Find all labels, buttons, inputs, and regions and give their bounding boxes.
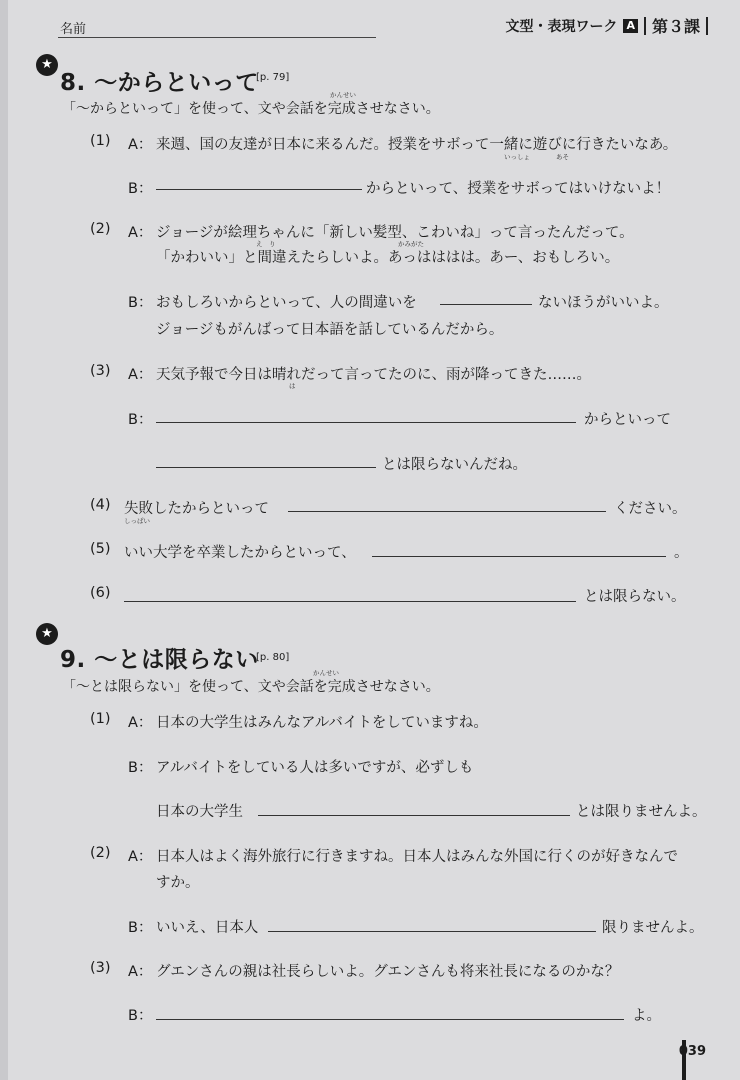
q2-a-line1: ジョージが絵理ちゃんに「新しい髪型、こわいね」って言ったんだって。 xyxy=(156,225,634,241)
name-label: 名前 xyxy=(60,22,87,37)
answer-blank[interactable] xyxy=(156,1019,624,1020)
header-divider xyxy=(706,17,708,35)
star-icon: ★ xyxy=(36,54,58,76)
section8-title: ～からといって xyxy=(94,70,259,96)
ruby-kamigata: かみがた xyxy=(398,240,424,248)
ruby-hare: は xyxy=(289,382,296,390)
q-number: (3) xyxy=(90,960,111,976)
page-edge-shadow xyxy=(0,0,8,1080)
q3-a-line: 天気予報で今日は晴れだって言ってたのに、雨が降ってきた……。 xyxy=(156,367,591,383)
name-write-line[interactable] xyxy=(58,37,376,38)
s9q2-b-text1: いいえ、日本人 xyxy=(156,920,259,936)
ruby-shippai: しっぱい xyxy=(124,517,150,525)
speaker-b: B： xyxy=(128,1008,153,1024)
q-number: (2) xyxy=(90,845,111,861)
answer-blank[interactable] xyxy=(156,467,376,468)
q1-a-line: 来週、国の友達が日本に来るんだ。授業をサボって一緒に遊びに行きたいなあ。 xyxy=(156,137,678,153)
speaker-a: A： xyxy=(128,225,153,241)
speaker-a: A： xyxy=(128,715,153,731)
answer-blank[interactable] xyxy=(156,422,576,423)
answer-blank[interactable] xyxy=(440,304,532,305)
answer-blank[interactable] xyxy=(124,601,576,602)
q-number: (5) xyxy=(90,541,111,557)
lesson-title: 第３課 xyxy=(651,17,700,36)
speaker-b: B： xyxy=(128,295,153,311)
answer-blank[interactable] xyxy=(372,556,666,557)
section9-title: ～とは限らない xyxy=(94,647,259,673)
q-number: (6) xyxy=(90,585,111,601)
series-title: 文型・表現ワーク xyxy=(505,18,618,35)
q1-b-text: からといって、授業をサボってはいけないよ！ xyxy=(366,181,671,197)
s9q3-b-text: よ。 xyxy=(632,1008,661,1024)
q2-b-line1: おもしろいからといって、人の間違いを xyxy=(156,295,417,311)
speaker-b: B： xyxy=(128,181,153,197)
speaker-b: B： xyxy=(128,920,153,936)
q-number: (1) xyxy=(90,711,111,727)
speaker-a: A： xyxy=(128,137,153,153)
section9-page-ref: [p. 80] xyxy=(256,652,290,663)
section8-page-ref: [p. 79] xyxy=(256,72,290,83)
q2-a-line2: 「かわいい」と間違えたらしいよ。あっはははは。あー、おもしろい。 xyxy=(156,250,620,266)
section8-number: 8. xyxy=(60,70,86,96)
speaker-b: B： xyxy=(128,412,153,428)
q3-b-text2: とは限らないんだね。 xyxy=(382,457,527,473)
s9q3-a-line: グエンさんの親は社長らしいよ。グエンさんも将来社長になるのかな？ xyxy=(156,964,620,980)
q-number: (4) xyxy=(90,497,111,513)
ruby-kansei: かんせい xyxy=(330,91,356,99)
level-badge: A xyxy=(623,19,638,33)
q-number: (2) xyxy=(90,221,111,237)
page-number: 039 xyxy=(678,1044,706,1059)
s9q2-a-line1: 日本人はよく海外旅行に行きますね。日本人はみんな外国に行くのが好きなんで xyxy=(156,849,678,865)
header-lesson-info xyxy=(505,14,708,37)
q6-text2: とは限らない。 xyxy=(584,589,686,605)
q4-text1: 失敗したからといって xyxy=(124,501,269,517)
answer-blank[interactable] xyxy=(258,815,570,816)
section8-instruction: 「～からといって」を使って、文や会話を完成させなさい。 xyxy=(62,101,440,117)
q5-text2: 。 xyxy=(674,545,689,561)
q2-b-line1b: ないほうがいいよ。 xyxy=(538,295,669,311)
q-number: (3) xyxy=(90,363,111,379)
q5-text1: いい大学を卒業したからといって、 xyxy=(124,545,356,561)
s9q1-b-line1: アルバイトをしている人は多いですが、必ずしも xyxy=(156,760,474,776)
answer-blank[interactable] xyxy=(288,511,606,512)
ruby-asobi: あそ xyxy=(556,153,569,161)
header-divider xyxy=(644,17,646,35)
s9q2-a-line2: すか。 xyxy=(156,875,200,891)
q4-text2: ください。 xyxy=(614,501,687,517)
ruby-eri: え り xyxy=(256,240,276,248)
speaker-a: A： xyxy=(128,849,153,865)
speaker-b: B： xyxy=(128,760,153,776)
s9q1-b-line2a: 日本の大学生 xyxy=(156,804,243,820)
answer-blank[interactable] xyxy=(156,189,362,190)
s9q1-a-line: 日本の大学生はみんなアルバイトをしていますね。 xyxy=(156,715,488,731)
speaker-a: A： xyxy=(128,964,153,980)
answer-blank[interactable] xyxy=(268,931,596,932)
q3-b-text1: からといって xyxy=(584,412,671,428)
ruby-issho: いっしょ xyxy=(504,153,530,161)
section9-instruction: 「～とは限らない」を使って、文や会話を完成させなさい。 xyxy=(62,679,440,695)
star-icon: ★ xyxy=(36,623,58,645)
speaker-a: A： xyxy=(128,367,153,383)
s9q2-b-text2: 限りませんよ。 xyxy=(602,920,704,936)
section8-heading xyxy=(60,64,259,97)
section9-number: 9. xyxy=(60,647,86,673)
section9-heading xyxy=(60,641,259,674)
s9q1-b-line2b: とは限りませんよ。 xyxy=(576,804,707,820)
q-number: (1) xyxy=(90,133,111,149)
ruby-kansei: かんせい xyxy=(313,669,339,677)
q2-b-line2: ジョージもがんばって日本語を話しているんだから。 xyxy=(156,322,504,338)
